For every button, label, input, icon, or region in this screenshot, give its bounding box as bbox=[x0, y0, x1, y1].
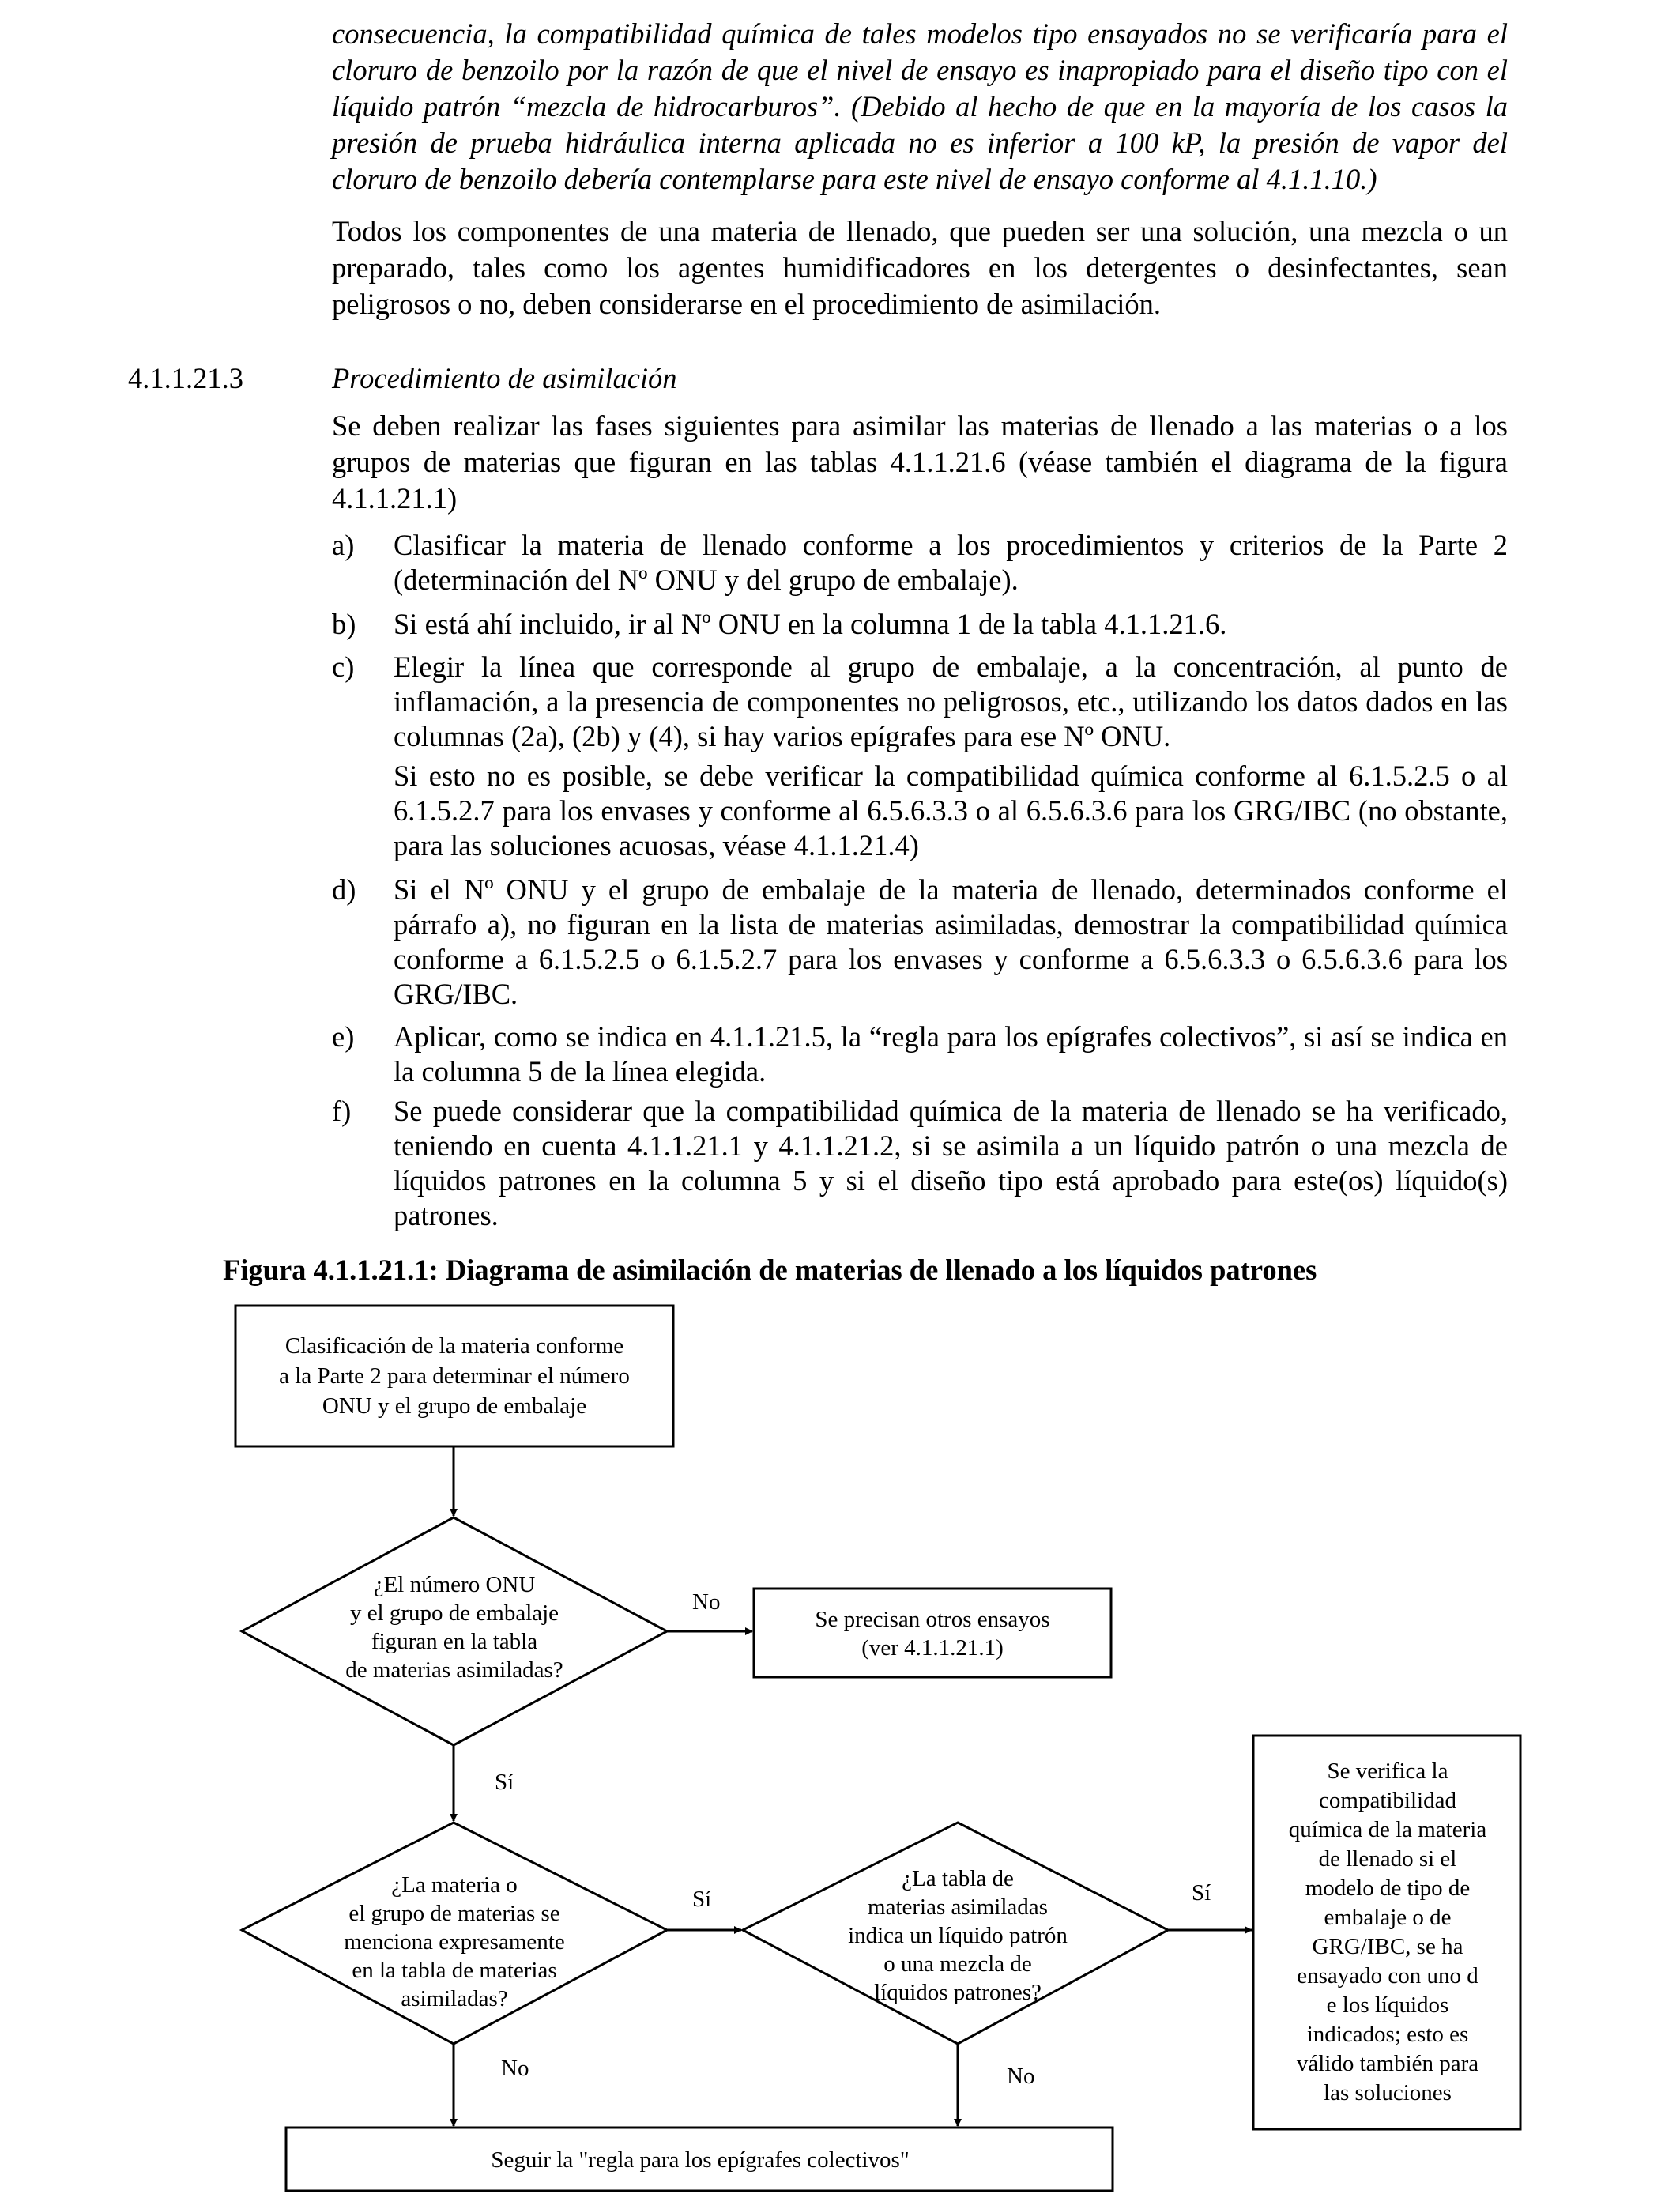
list-item-label: d) bbox=[332, 873, 356, 906]
decision3-line: ¿La tabla de bbox=[902, 1866, 1014, 1891]
branch-label-yes: Sí bbox=[692, 1887, 712, 1912]
section-number: 4.1.1.21.3 bbox=[128, 362, 243, 394]
list-item-label: e) bbox=[332, 1020, 355, 1053]
other-tests-box bbox=[754, 1589, 1111, 1677]
decision3-line: o una mezcla de bbox=[883, 1951, 1032, 1977]
list-item-label: c) bbox=[332, 650, 355, 683]
list-item-text: Si está ahí incluido, ir al Nº ONU en la columna 1 de la tabla 4.1.1.21.6. bbox=[394, 608, 1227, 640]
section-title: Procedimiento de asimilación bbox=[332, 362, 677, 394]
collective-entries-text: Seguir la "regla para los epígrafes colectivos" bbox=[491, 2147, 910, 2173]
decision1-line: ¿El número ONU bbox=[373, 1572, 536, 1597]
branch-label-no: No bbox=[1007, 2064, 1035, 2089]
verified-box-line: las soluciones bbox=[1324, 2080, 1452, 2105]
section-lead-paragraph: Se deben realizar las fases siguientes para asimilar las materias de llenado a las materias o a los grupos de materias que figuran en las tablas 4.1.1.21.6 (véase también el diagrama de la figura 4.1.1.21.1) bbox=[332, 409, 1508, 515]
decision2-line: en la tabla de materias bbox=[352, 1958, 557, 1983]
verified-box-line: química de la materia bbox=[1288, 1817, 1487, 1842]
decision3-line: materias asimiladas bbox=[868, 1894, 1048, 1920]
list-item-text: Si el Nº ONU y el grupo de embalaje de la materia de llenado, determinados conforme el párrafo a), no figuran en la lista de materias asimiladas, demostrar la compatibilidad química conforme a 6.1.5.2.5 o 6.1.5.2.7 para los envases y conforme a 6.5.6.3.3 o 6.5.6.3.6 para los GRG/IBC. bbox=[394, 873, 1508, 1010]
start-box-line: a la Parte 2 para determinar el número bbox=[279, 1363, 630, 1389]
verified-box-line: ensayado con uno d bbox=[1297, 1963, 1478, 1989]
list-item-text: Clasificar la materia de llenado conforme a los procedimientos y criterios de la Parte 2 (determinación del Nº ONU y del grupo de embalaje). bbox=[394, 529, 1508, 596]
decision1-line: de materias asimiladas? bbox=[345, 1657, 563, 1683]
verified-box-line: modelo de tipo de bbox=[1305, 1875, 1471, 1901]
verified-box-line: GRG/IBC, se ha bbox=[1312, 1934, 1463, 1959]
branch-label-yes: Sí bbox=[1192, 1880, 1211, 1906]
verified-box-line: válido también para bbox=[1296, 2051, 1479, 2076]
branch-label-yes: Sí bbox=[495, 1770, 514, 1795]
verified-box-line: indicados; esto es bbox=[1306, 2022, 1469, 2047]
list-item-label: f) bbox=[332, 1095, 352, 1127]
other-tests-line: Se precisan otros ensayos bbox=[815, 1607, 1050, 1632]
decision3-line: indica un líquido patrón bbox=[848, 1923, 1068, 1948]
start-box-line: Clasificación de la materia conforme bbox=[284, 1333, 624, 1359]
components-paragraph: Todos los componentes de una materia de llenado, que pueden ser una solución, una mezcla o un preparado, tales como los agentes humidificadores en los detergentes o desinfectantes, sean peligrosos o no, deben considerarse en el procedimiento de asimilación. bbox=[332, 215, 1508, 320]
list-item-text: Elegir la línea que corresponde al grupo de embalaje, a la concentración, al punto de inflamación, a la presencia de componentes no peligrosos, etc., utilizando los datos dados en las columnas (2a), (2b) y (4), si hay varios epígrafes para ese Nº ONU. bbox=[394, 650, 1508, 752]
branch-label-no: No bbox=[501, 2056, 529, 2081]
decision2-line: ¿La materia o bbox=[391, 1872, 518, 1898]
decision2-line: el grupo de materias se bbox=[348, 1901, 560, 1926]
list-item-label: b) bbox=[332, 608, 356, 640]
figure-title: Figura 4.1.1.21.1: Diagrama de asimilación de materias de llenado a los líquidos patrones bbox=[223, 1253, 1317, 1286]
branch-label-no: No bbox=[692, 1589, 721, 1615]
verified-box-line: embalaje o de bbox=[1324, 1905, 1452, 1930]
verified-box-line: de llenado si el bbox=[1318, 1846, 1457, 1872]
other-tests-line: (ver 4.1.1.21.1) bbox=[861, 1635, 1004, 1661]
verified-box-line: e los líquidos bbox=[1326, 1992, 1449, 2018]
decision3-line: líquidos patrones? bbox=[874, 1980, 1042, 2005]
decision1-line: figuran en la tabla bbox=[371, 1629, 538, 1654]
list-item-text: Aplicar, como se indica en 4.1.1.21.5, la “regla para los epígrafes colectivos”, si así se indica en la columna 5 de la línea elegida. bbox=[394, 1020, 1508, 1088]
list-item-label: a) bbox=[332, 529, 355, 561]
verified-box-line: Se verifica la bbox=[1327, 1759, 1448, 1784]
decision2-line: menciona expresamente bbox=[344, 1929, 565, 1955]
verified-box-line: compatibilidad bbox=[1319, 1788, 1456, 1813]
intro-italic-paragraph: consecuencia, la compatibilidad química de tales modelos tipo ensayados no se verificaría para el cloruro de benzoilo por la razón de que el nivel de ensayo es inapropiado para el diseño tipo con el líquido patrón “mezcla de hidrocarburos”. (Debido al hecho de que en la mayoría de los casos la presión de prueba hidráulica interna aplicada no es inferior a 100 kP, la presión de vapor del cloruro de benzoilo debería contemplarse para este nivel de ensayo conforme al 4.1.1.10.) bbox=[332, 17, 1508, 195]
list-item-text: Si esto no es posible, se debe verificar la compatibilidad química conforme al 6.1.5.2.5 o al 6.1.5.2.7 para los envases y conforme al 6.5.6.3.3 o al 6.5.6.3.6 para los GRG/IBC (no obstante, para las soluciones acuosas, véase 4.1.1.21.4) bbox=[394, 760, 1508, 861]
start-box-line: ONU y el grupo de embalaje bbox=[322, 1393, 587, 1419]
decision1-line: y el grupo de embalaje bbox=[349, 1600, 559, 1626]
list-item-text: Se puede considerar que la compatibilidad química de la materia de llenado se ha verificado, teniendo en cuenta 4.1.1.21.1 y 4.1.1.21.2, si se asimila a un líquido patrón o una mezcla de líquidos patrones en la columna 5 y si el diseño tipo está aprobado para este(os) líquido(s) patrones. bbox=[394, 1095, 1508, 1231]
decision2-line: asimiladas? bbox=[401, 1986, 508, 2011]
